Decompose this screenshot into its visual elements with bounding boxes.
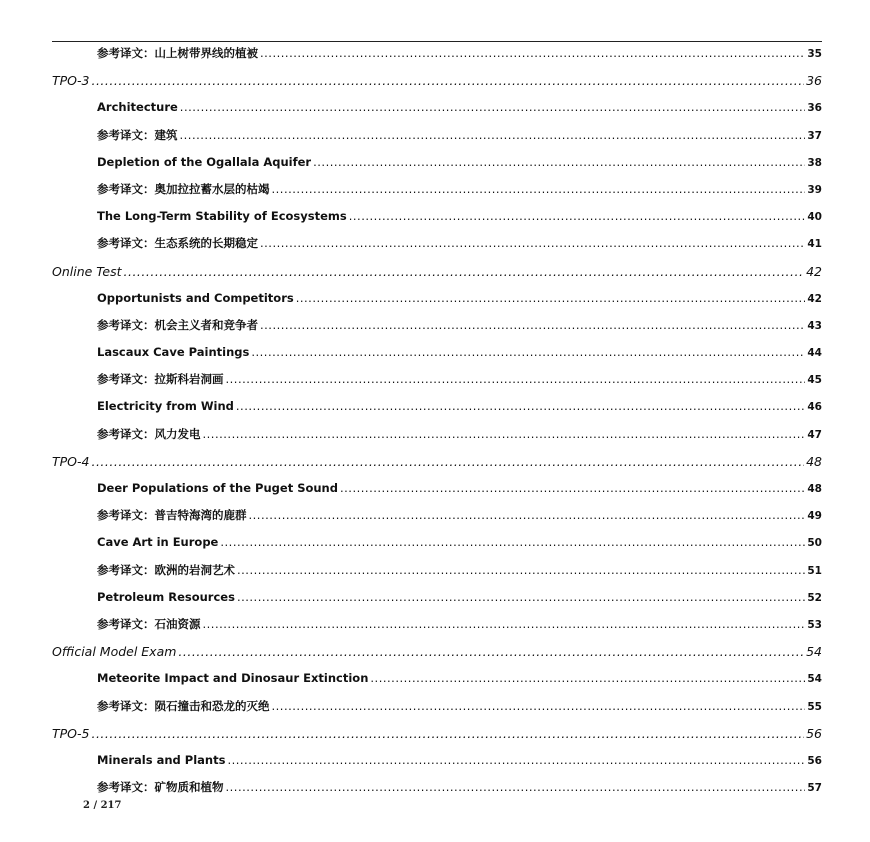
toc-title: TPO-5 <box>52 725 90 741</box>
toc-entry-row[interactable] <box>52 366 822 393</box>
dot-leader <box>180 94 806 121</box>
toc-entry-row[interactable] <box>52 529 822 556</box>
toc-chapter-row[interactable] <box>52 638 822 665</box>
toc-title: Meteorite Impact and Dinosaur Extinction <box>97 671 369 686</box>
toc-page-number: 48 <box>806 453 822 469</box>
toc-page-number: 36 <box>807 102 822 115</box>
toc-entry-row[interactable] <box>52 693 822 720</box>
toc-page-number: 42 <box>806 263 822 279</box>
toc-entry-row[interactable] <box>52 747 822 774</box>
toc-page-number: 57 <box>807 782 822 795</box>
dot-leader <box>220 529 805 556</box>
toc-title: 参考译文：陨石撞击和恐龙的灭绝 <box>97 698 270 713</box>
toc-title: 参考译文：山上树带界线的植被 <box>97 46 258 60</box>
toc-page-number: 35 <box>807 48 822 60</box>
table-of-contents <box>52 40 822 801</box>
toc-page-number: 48 <box>807 483 822 495</box>
toc-entry-row[interactable] <box>52 584 822 611</box>
toc-title: TPO-4 <box>52 453 90 469</box>
toc-title: Lascaux Cave Paintings <box>97 345 250 360</box>
toc-title: Cave Art in Europe <box>97 535 219 550</box>
toc-entry-row[interactable] <box>52 557 822 584</box>
toc-page-number: 55 <box>807 700 822 713</box>
toc-entry-row[interactable] <box>52 230 822 257</box>
dot-leader <box>124 258 805 285</box>
dot-leader <box>178 638 804 665</box>
toc-entry-row[interactable] <box>52 475 822 502</box>
dot-leader <box>251 339 805 366</box>
toc-page-number: 46 <box>807 401 822 414</box>
dot-leader <box>349 203 806 230</box>
toc-title: Depletion of the Ogallala Aquifer <box>97 154 312 169</box>
dot-leader <box>249 502 806 529</box>
toc-entry-row[interactable] <box>52 502 822 529</box>
toc-page-number: 56 <box>806 725 822 741</box>
toc-title: 参考译文：石油资源 <box>97 616 201 631</box>
toc-page-number: 37 <box>807 129 822 142</box>
toc-page-number: 43 <box>807 319 822 332</box>
dot-leader <box>313 149 805 176</box>
toc-page-number: 52 <box>807 591 822 604</box>
toc-title: The Long-Term Stability of Ecosystems <box>97 209 347 224</box>
toc-title: 参考译文：欧洲的岩洞艺术 <box>97 562 235 577</box>
dot-leader <box>260 40 805 67</box>
toc-title: Petroleum Resources <box>97 589 235 604</box>
dot-leader <box>272 176 806 203</box>
toc-page-number: 56 <box>807 754 822 767</box>
toc-page-number: 50 <box>807 537 822 550</box>
toc-title: TPO-3 <box>52 73 90 89</box>
toc-entry-row[interactable] <box>52 393 822 420</box>
dot-leader <box>296 285 806 312</box>
dot-leader <box>226 366 806 393</box>
dot-leader <box>180 122 806 149</box>
toc-entry-row[interactable] <box>52 40 822 67</box>
toc-title: Electricity from Wind <box>97 399 234 414</box>
toc-chapter-row[interactable] <box>52 67 822 94</box>
toc-title: 参考译文：奥加拉拉蓄水层的枯竭 <box>97 181 270 196</box>
toc-title: Minerals and Plants <box>97 752 226 767</box>
toc-page-number: 39 <box>807 183 822 196</box>
toc-page-number: 45 <box>807 374 822 387</box>
toc-page-number: 44 <box>807 347 822 360</box>
toc-title: 参考译文：普吉特海湾的鹿群 <box>97 508 247 523</box>
dot-leader <box>236 393 805 420</box>
dot-leader <box>340 475 805 502</box>
toc-entry-row[interactable] <box>52 312 822 339</box>
dot-leader <box>227 747 805 774</box>
toc-page-number: 38 <box>807 156 822 169</box>
toc-page-number: 53 <box>807 618 822 631</box>
dot-leader <box>237 584 805 611</box>
dot-leader <box>203 421 806 448</box>
toc-entry-row[interactable] <box>52 122 822 149</box>
toc-entry-row[interactable] <box>52 339 822 366</box>
toc-entry-row[interactable] <box>52 421 822 448</box>
toc-page-number: 51 <box>807 564 822 577</box>
dot-leader <box>237 557 805 584</box>
toc-title: Deer Populations of the Puget Sound <box>97 481 338 495</box>
toc-entry-row[interactable] <box>52 176 822 203</box>
toc-title: 参考译文：风力发电 <box>97 426 201 441</box>
toc-page-number: 49 <box>807 510 822 523</box>
toc-title: Opportunists and Competitors <box>97 290 294 305</box>
toc-title: 参考译文：拉斯科岩洞画 <box>97 372 224 387</box>
toc-entry-row[interactable] <box>52 774 822 801</box>
dot-leader <box>260 312 805 339</box>
toc-page-number: 41 <box>807 238 822 251</box>
toc-chapter-row[interactable] <box>52 448 822 475</box>
toc-title: 参考译文：机会主义者和竞争者 <box>97 317 258 332</box>
dot-leader <box>370 665 805 692</box>
page-indicator: 2 / 217 <box>83 800 122 811</box>
toc-page-number: 36 <box>806 73 822 89</box>
dot-leader <box>203 611 806 638</box>
toc-entry-row[interactable] <box>52 149 822 176</box>
dot-leader <box>226 774 806 801</box>
toc-entry-row[interactable] <box>52 611 822 638</box>
toc-chapter-row[interactable] <box>52 720 822 747</box>
toc-entry-row[interactable] <box>52 285 822 312</box>
dot-leader <box>91 720 804 747</box>
dot-leader <box>91 67 804 94</box>
toc-entry-row[interactable] <box>52 94 822 121</box>
dot-leader <box>272 693 806 720</box>
toc-page-number: 47 <box>807 428 822 441</box>
toc-title: 参考译文：矿物质和植物 <box>97 780 224 795</box>
dot-leader <box>260 230 805 257</box>
toc-page-number: 42 <box>807 292 822 305</box>
toc-title: 参考译文：建筑 <box>97 127 178 142</box>
toc-title: Architecture <box>97 100 178 115</box>
dot-leader <box>91 448 804 475</box>
toc-entry-row[interactable] <box>52 665 822 692</box>
toc-page-number: 54 <box>807 673 822 686</box>
toc-title: 参考译文：生态系统的长期稳定 <box>97 236 258 251</box>
toc-title: Online Test <box>52 263 122 279</box>
toc-entry-row[interactable] <box>52 203 822 230</box>
toc-chapter-row[interactable] <box>52 258 822 285</box>
toc-page-number: 54 <box>806 644 822 660</box>
toc-page-number: 40 <box>807 211 822 224</box>
toc-title: Official Model Exam <box>52 644 177 660</box>
